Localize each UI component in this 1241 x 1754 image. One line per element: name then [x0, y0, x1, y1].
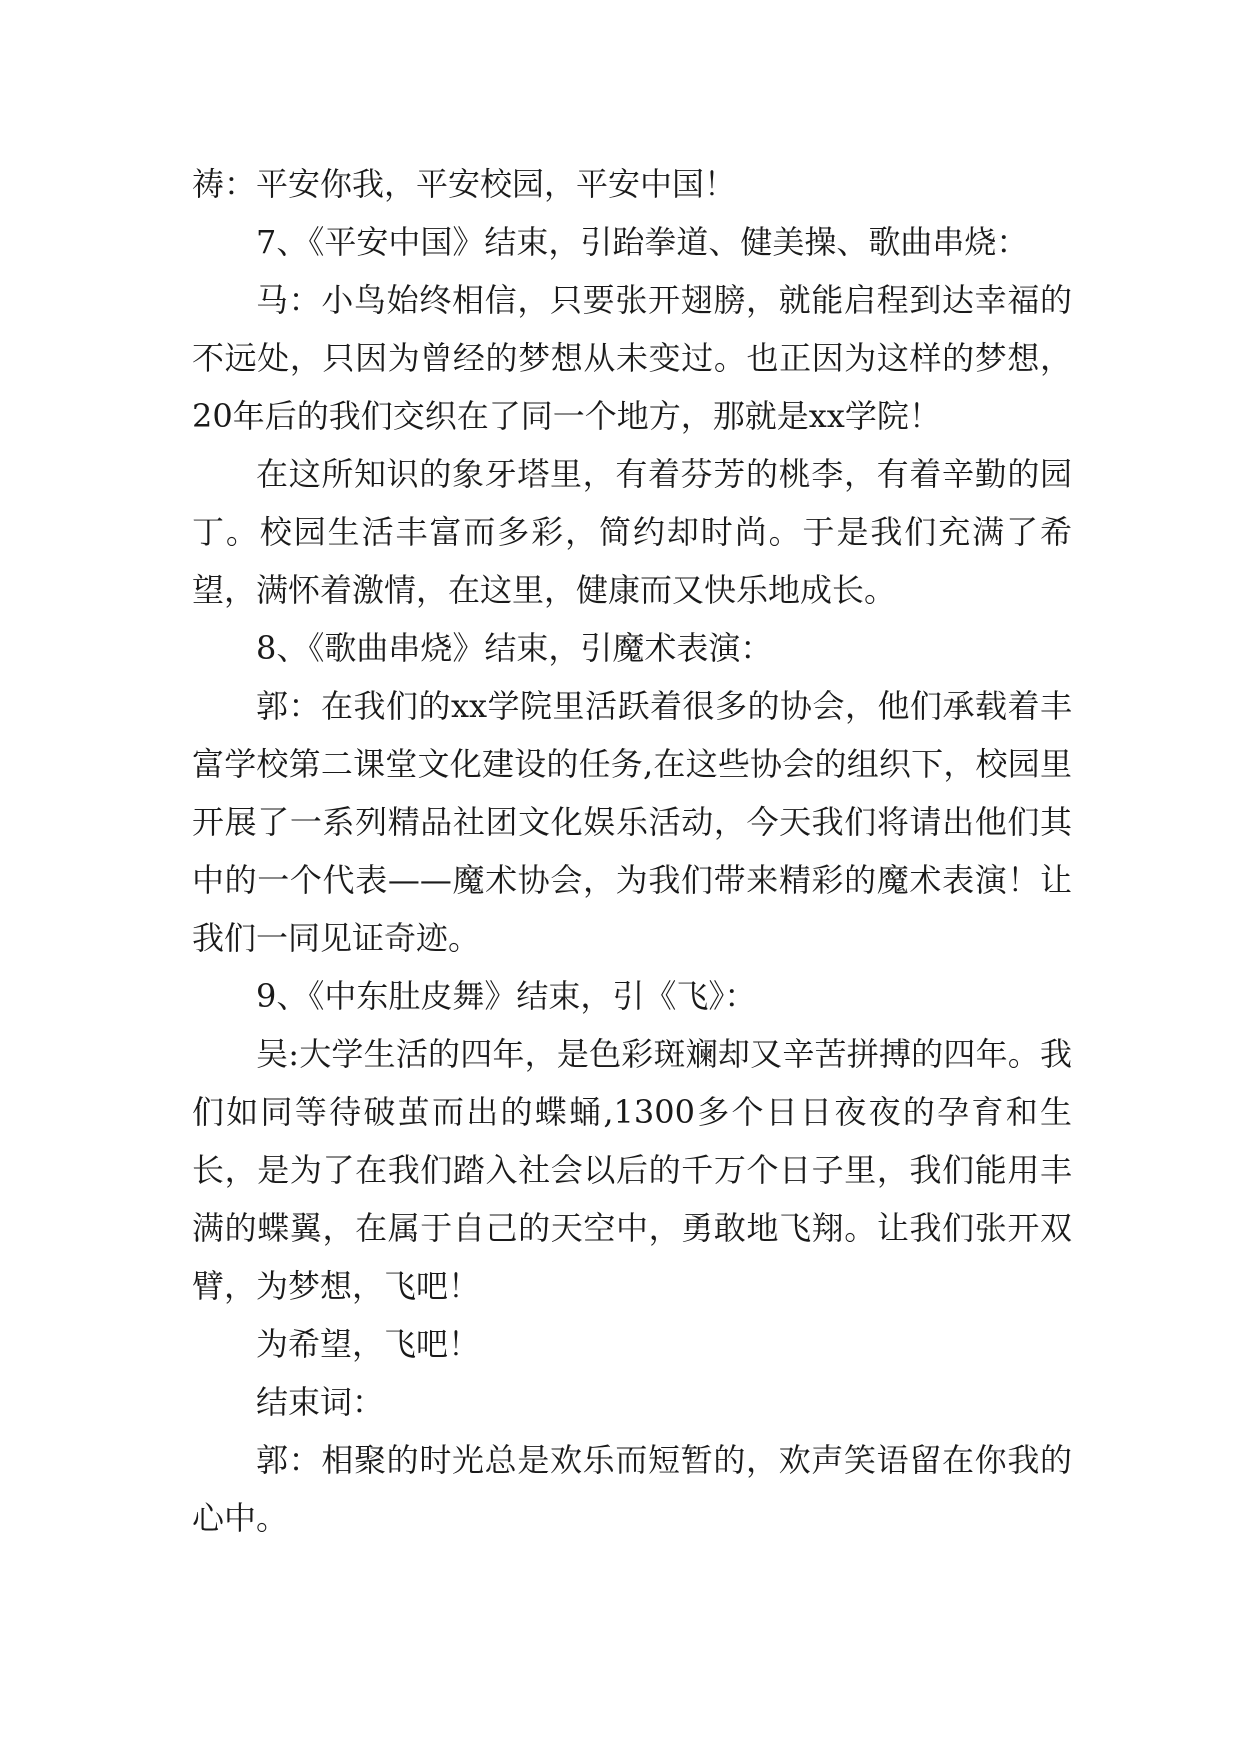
document-body	[192, 155, 1072, 1547]
paragraph-ma-speech: 马：小鸟始终相信，只要张开翅膀，就能启程到达幸福的不远处，只因为曾经的梦想从未变过。也正因为这样的梦想，20年后的我们交织在了同一个地方，那就是xx学院！	[192, 281, 1072, 435]
paragraph-guo-closing: 郭：相聚的时光总是欢乐而短暂的，欢声笑语留在你我的心中。	[192, 1441, 1072, 1537]
paragraph-closing-heading: 结束词：	[256, 1383, 385, 1421]
paragraph-item-7-heading: 7、《平安中国》结束，引跆拳道、健美操、歌曲串烧：	[256, 223, 1029, 261]
paragraph-closing-verse: 祷：平安你我，平安校园，平安中国！	[192, 165, 737, 203]
paragraph-item-8-heading: 8、《歌曲串烧》结束，引魔术表演：	[256, 629, 773, 667]
paragraph-item-9-heading: 9、《中东肚皮舞》结束，引《飞》：	[256, 977, 757, 1015]
paragraph-campus-life: 在这所知识的象牙塔里，有着芬芳的桃李，有着辛勤的园丁。校园生活丰富而多彩，简约却时尚。于是我们充满了希望，满怀着激情，在这里，健康而又快乐地成长。	[192, 455, 1072, 609]
paragraph-guo-speech-magic: 郭：在我们的xx学院里活跃着很多的协会，他们承载着丰富学校第二课堂文化建设的任务,在这些协会的组织下，校园里开展了一系列精品社团文化娱乐活动，今天我们将请出他们其中的一个代表——魔术协会，为我们带来精彩的魔术表演！让我们一同见证奇迹。	[192, 687, 1072, 957]
paragraph-hope-fly: 为希望，飞吧！	[256, 1325, 481, 1363]
paragraph-wu-speech: 吴:大学生活的四年，是色彩斑斓却又辛苦拼搏的四年。我们如同等待破茧而出的蝶蛹,1300多个日日夜夜的孕育和生长，是为了在我们踏入社会以后的千万个日子里，我们能用丰满的蝶翼，在属于自己的天空中，勇敢地飞翔。让我们张开双臂，为梦想，飞吧！	[192, 1035, 1072, 1305]
